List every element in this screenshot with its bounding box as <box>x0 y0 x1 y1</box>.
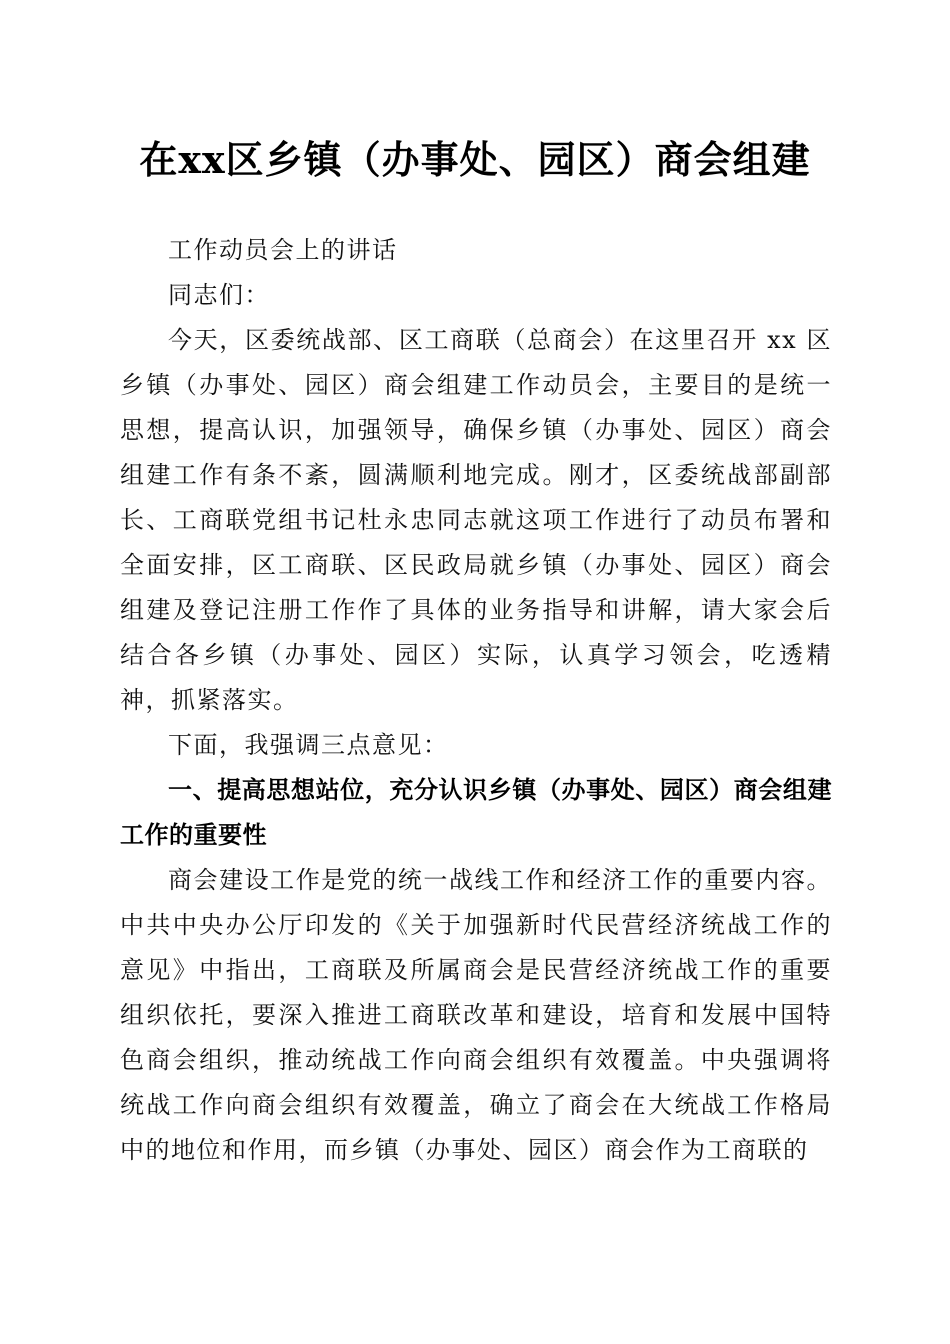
document-title: 在xx区乡镇（办事处、园区）商会组建 <box>139 137 811 182</box>
subtitle-paragraph: 工作动员会上的讲话 <box>168 236 398 264</box>
section-heading: 一、提高思想站位，充分认识乡镇（办事处、园区）商会组建工作的重要性 <box>120 776 832 849</box>
body-paragraph: 今天，区委统战部、区工商联（总商会）在这里召开 xx 区乡镇（办事处、园区）商会组建工作动员会，主要目的是统一思想，提高认识，加强领导，确保乡镇（办事处、园区）商会组建工作有条不紊，圆满顺利地完成。刚才，区委统战部副部长、工商联党组书记杜永忠同志就这项工作进行了动员布署和全面安排，区工商联、区民政局就乡镇（办事处、园区）商会组建及登记注册工作作了具体的业务指导和讲解，请大家会后结合各乡镇（办事处、园区）实际，认真学习领会，吃透精神，抓紧落实。 <box>120 326 832 714</box>
salutation-paragraph: 同志们： <box>168 281 270 309</box>
body-paragraph: 下面，我强调三点意见： <box>168 731 449 759</box>
body-paragraph: 商会建设工作是党的统一战线工作和经济工作的重要内容。中共中央办公厅印发的《关于加强新时代民营经济统战工作的意见》中指出，工商联及所属商会是民营经济统战工作的重要组织依托，要深入推进工商联改革和建设，培育和发展中国特色商会组织，推动统战工作向商会组织有效覆盖。中央强调将统战工作向商会组织有效覆盖，确立了商会在大统战工作格局中的地位和作用，而乡镇（办事处、园区）商会作为工商联的 <box>120 866 832 1164</box>
document-body <box>120 228 832 1173</box>
